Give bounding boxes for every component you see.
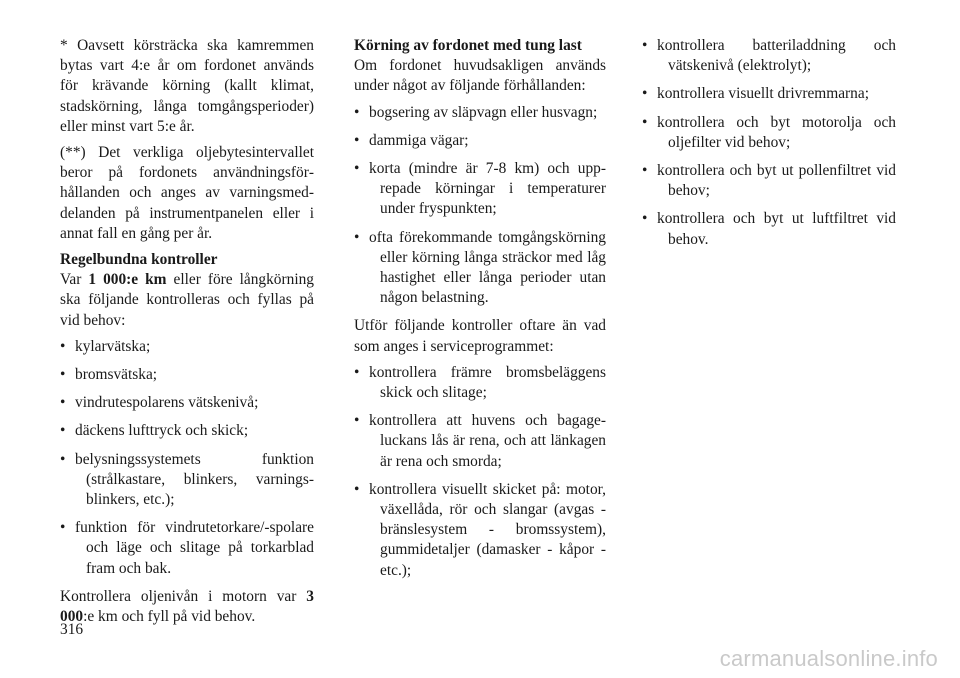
list-item: • dammiga vägar;	[354, 131, 606, 151]
list-item: • funktion för vindrutetorkare/-spolare och läge och slitage på torkarblad fram och bak.	[60, 518, 314, 579]
list-item: • kontrollera att huvens och bagageluckans lås är rena, och att länkagen är rena och smorda;	[354, 411, 606, 472]
list-item: • kontrollera och byt ut pollenfiltret vid behov;	[642, 161, 896, 201]
list-item: • kontrollera visuellt drivremmarna;	[642, 84, 896, 104]
heading-regular-checks: Regelbundna kontroller	[60, 251, 218, 269]
list-item: • bromsvätska;	[60, 365, 314, 385]
list-item: • ofta förekommande tomgångskörning eller körning långa sträckor med låg hastighet eller långa perioder utan någon belastning.	[354, 228, 606, 309]
column-right	[642, 36, 896, 258]
watermark: carmanualsonline.info	[719, 646, 938, 671]
list-item: • kontrollera och byt ut luftfiltret vid behov.	[642, 209, 896, 249]
heading-heavy-load: Körning av fordonet med tung last	[354, 37, 582, 54]
list-item: • kontrollera främre bromsbeläggens skick och slitage;	[354, 363, 606, 403]
list-item: • däckens lufttryck och skick;	[60, 421, 314, 441]
paragraph-oil-level: Kontrollera oljenivån i motorn var 3 000:e km och fyll på vid behov.	[60, 587, 314, 626]
list-item: • vindrutespolarens vätskenivå;	[60, 393, 314, 413]
footnote-timing-belt: * Oavsett körsträcka ska kamremmen bytas vart 4:e år om fordonet används för krävande körning (kallt klimat, stadskörning, långa tomgångsperioder) eller minst vart 5:e år.	[60, 37, 314, 135]
list-item: • korta (mindre är 7-8 km) och upprepade körningar i temperaturer under fryspunkten;	[354, 159, 606, 220]
list-item: • kontrollera batteriladdning och vätskenivå (elektrolyt);	[642, 36, 896, 76]
page-number: 316	[60, 621, 84, 638]
column-left	[60, 36, 314, 633]
list-item: • kontrollera och byt motorolja och oljefilter vid behov;	[642, 113, 896, 153]
footnote-oil-interval: (**) Det verkliga oljebytesintervallet beror på fordonets användningsförhållanden och anges av varningsmeddelanden på instrumentpanelen eller i annat fall en gång per år.	[60, 144, 314, 242]
list-item: • belysningssystemets funktion (strålkastare, blinkers, varningsblinkers, etc.);	[60, 450, 314, 511]
column-middle	[354, 36, 606, 589]
list-item: • bogsering av släpvagn eller husvagn;	[354, 103, 606, 123]
list-regular-checks	[60, 337, 314, 579]
paragraph-regular-checks: Var 1 000:e km eller före långkörning ska följande kontrolleras och fyllas på vid behov:	[60, 271, 314, 329]
paragraph-more-often: Utför följande kontroller oftare än vad som anges i serviceprogrammet:	[354, 317, 606, 355]
list-conditions	[354, 103, 606, 309]
list-item: • kontrollera visuellt skicket på: motor, växellåda, rör och slangar (avgas - bränslesystem - bromssystem), gummidetaljer (damasker - kåpor - etc.);	[354, 480, 606, 581]
list-item: • kylarvätska;	[60, 337, 314, 357]
list-extra-checks-continued	[642, 36, 896, 250]
list-extra-checks	[354, 363, 606, 581]
paragraph-conditions: Om fordonet huvudsakligen används under något av följande förhållanden:	[354, 57, 606, 95]
